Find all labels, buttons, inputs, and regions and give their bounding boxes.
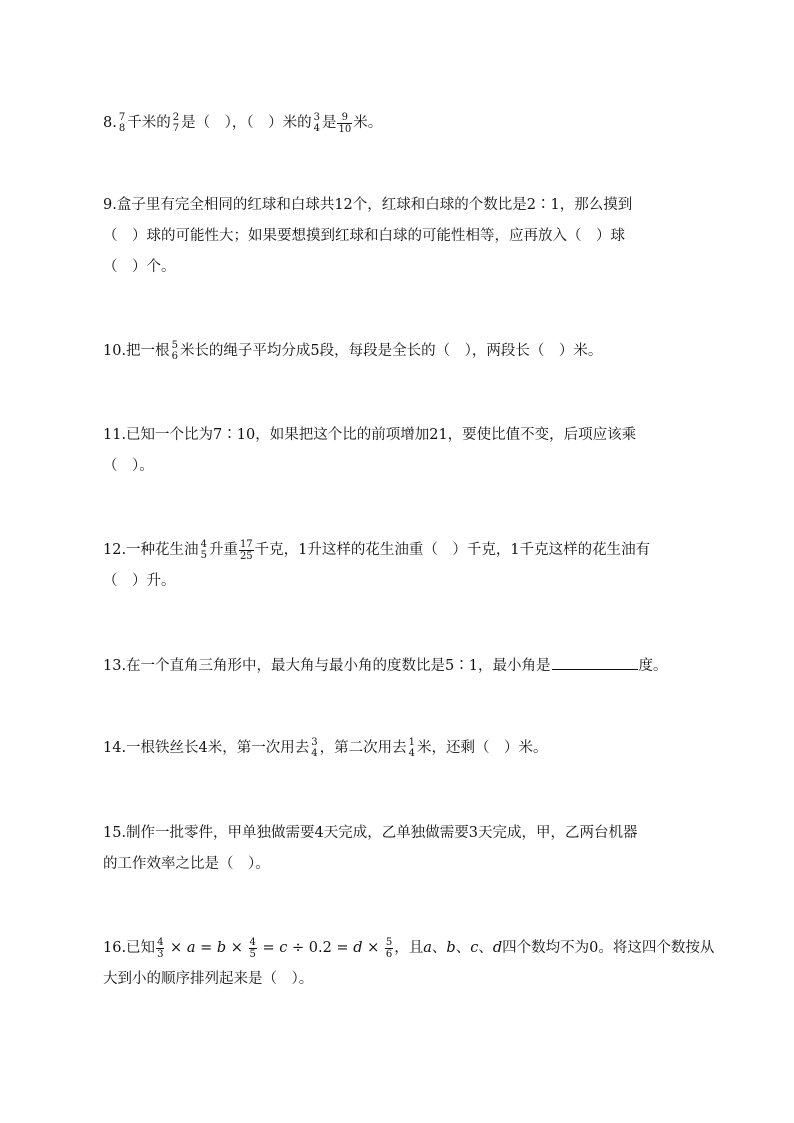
- q8-fraction-4: $\frac{9}{10}$: [338, 111, 352, 135]
- q8-fraction-3: 3 4: [313, 112, 320, 134]
- q15-line-2: 的工作效率之比是（ ）。: [103, 856, 270, 872]
- q9-line-3: （ ）个。: [103, 259, 176, 275]
- var-d: d: [353, 940, 363, 956]
- q12-line-1: 12.一种花生油 4 5 升重 $\frac{17}{25}$ 千克，1升这样的花生油重（ ）千克，1千克这样的花生油有: [103, 538, 651, 562]
- question-16: [103, 933, 715, 995]
- var-b: b: [216, 940, 227, 956]
- var-a: a: [186, 940, 196, 956]
- question-12: [103, 535, 703, 597]
- q12-fraction-1: 4 5: [200, 539, 207, 561]
- q11-line-1: 11.已知一个比为7∶10，如果把这个比的前项增加21，要使比值不变，后项应该乘: [103, 427, 637, 443]
- q10-fraction: 5 6: [171, 340, 178, 362]
- question-10: 10.把一根 5 6 米长的绳子平均分成5段，每段是全长的（ ），两段长（ ）米。: [103, 340, 603, 362]
- q16-fraction-1: $\frac{4}{3}$: [157, 936, 164, 960]
- question-14: 14.一根铁丝长4米，第一次用去 3 4 ，第二次用去 1 4 米，还剩（ ）米。: [103, 737, 548, 759]
- var-c: c: [279, 940, 288, 956]
- q16-fraction-2: $\frac{4}{5}$: [249, 936, 256, 960]
- q14-fraction-1: 3 4: [311, 737, 318, 759]
- q11-line-2: （ ）。: [103, 458, 154, 474]
- q8-number: 8.: [103, 115, 117, 131]
- q8-fraction-2: 2 7: [172, 112, 180, 134]
- question-8: 8. 7 8 千米的 2 7 是（ ），（ ）米的 3 4 是 $\frac{9}{10}$ 米。: [103, 111, 383, 135]
- question-9: [103, 190, 703, 283]
- answer-blank-line[interactable]: [552, 655, 638, 670]
- q8-fraction-1: 7 8: [118, 112, 126, 134]
- q9-line-2: （ ）球的可能性大；如果要想摸到红球和白球的可能性相等，应再放入（ ）球: [103, 228, 625, 244]
- q9-line-1: 9.盒子里有完全相同的红球和白球共12个，红球和白球的个数比是2∶1，那么摸到: [103, 197, 633, 213]
- q16-fraction-3: $\frac{5}{6}$: [385, 936, 393, 960]
- q16-line-2: 大到小的顺序排列起来是（ ）。: [103, 971, 314, 987]
- question-11: [103, 420, 703, 482]
- q15-line-1: 15.制作一批零件，甲单独做需要4天完成，乙单独做需要3天完成，甲，乙两台机器: [103, 825, 638, 841]
- question-13: 13.在一个直角三角形中，最大角与最小角的度数比是5∶1，最小角是 度。: [103, 651, 703, 682]
- q14-fraction-2: 1 4: [408, 737, 416, 759]
- question-15: [103, 818, 703, 880]
- q12-fraction-2: $\frac{17}{25}$: [239, 538, 253, 562]
- q16-line-1: 16.已知 $\frac{4}{3}$ × a = b × $\frac{4}{5}$ = c ÷ 0.2 = d × $\frac{5}{6}$ ，且a、b、c、d四个数均不为0。将这四个数按从: [103, 936, 715, 960]
- q12-line-2: （ ）升。: [103, 573, 176, 589]
